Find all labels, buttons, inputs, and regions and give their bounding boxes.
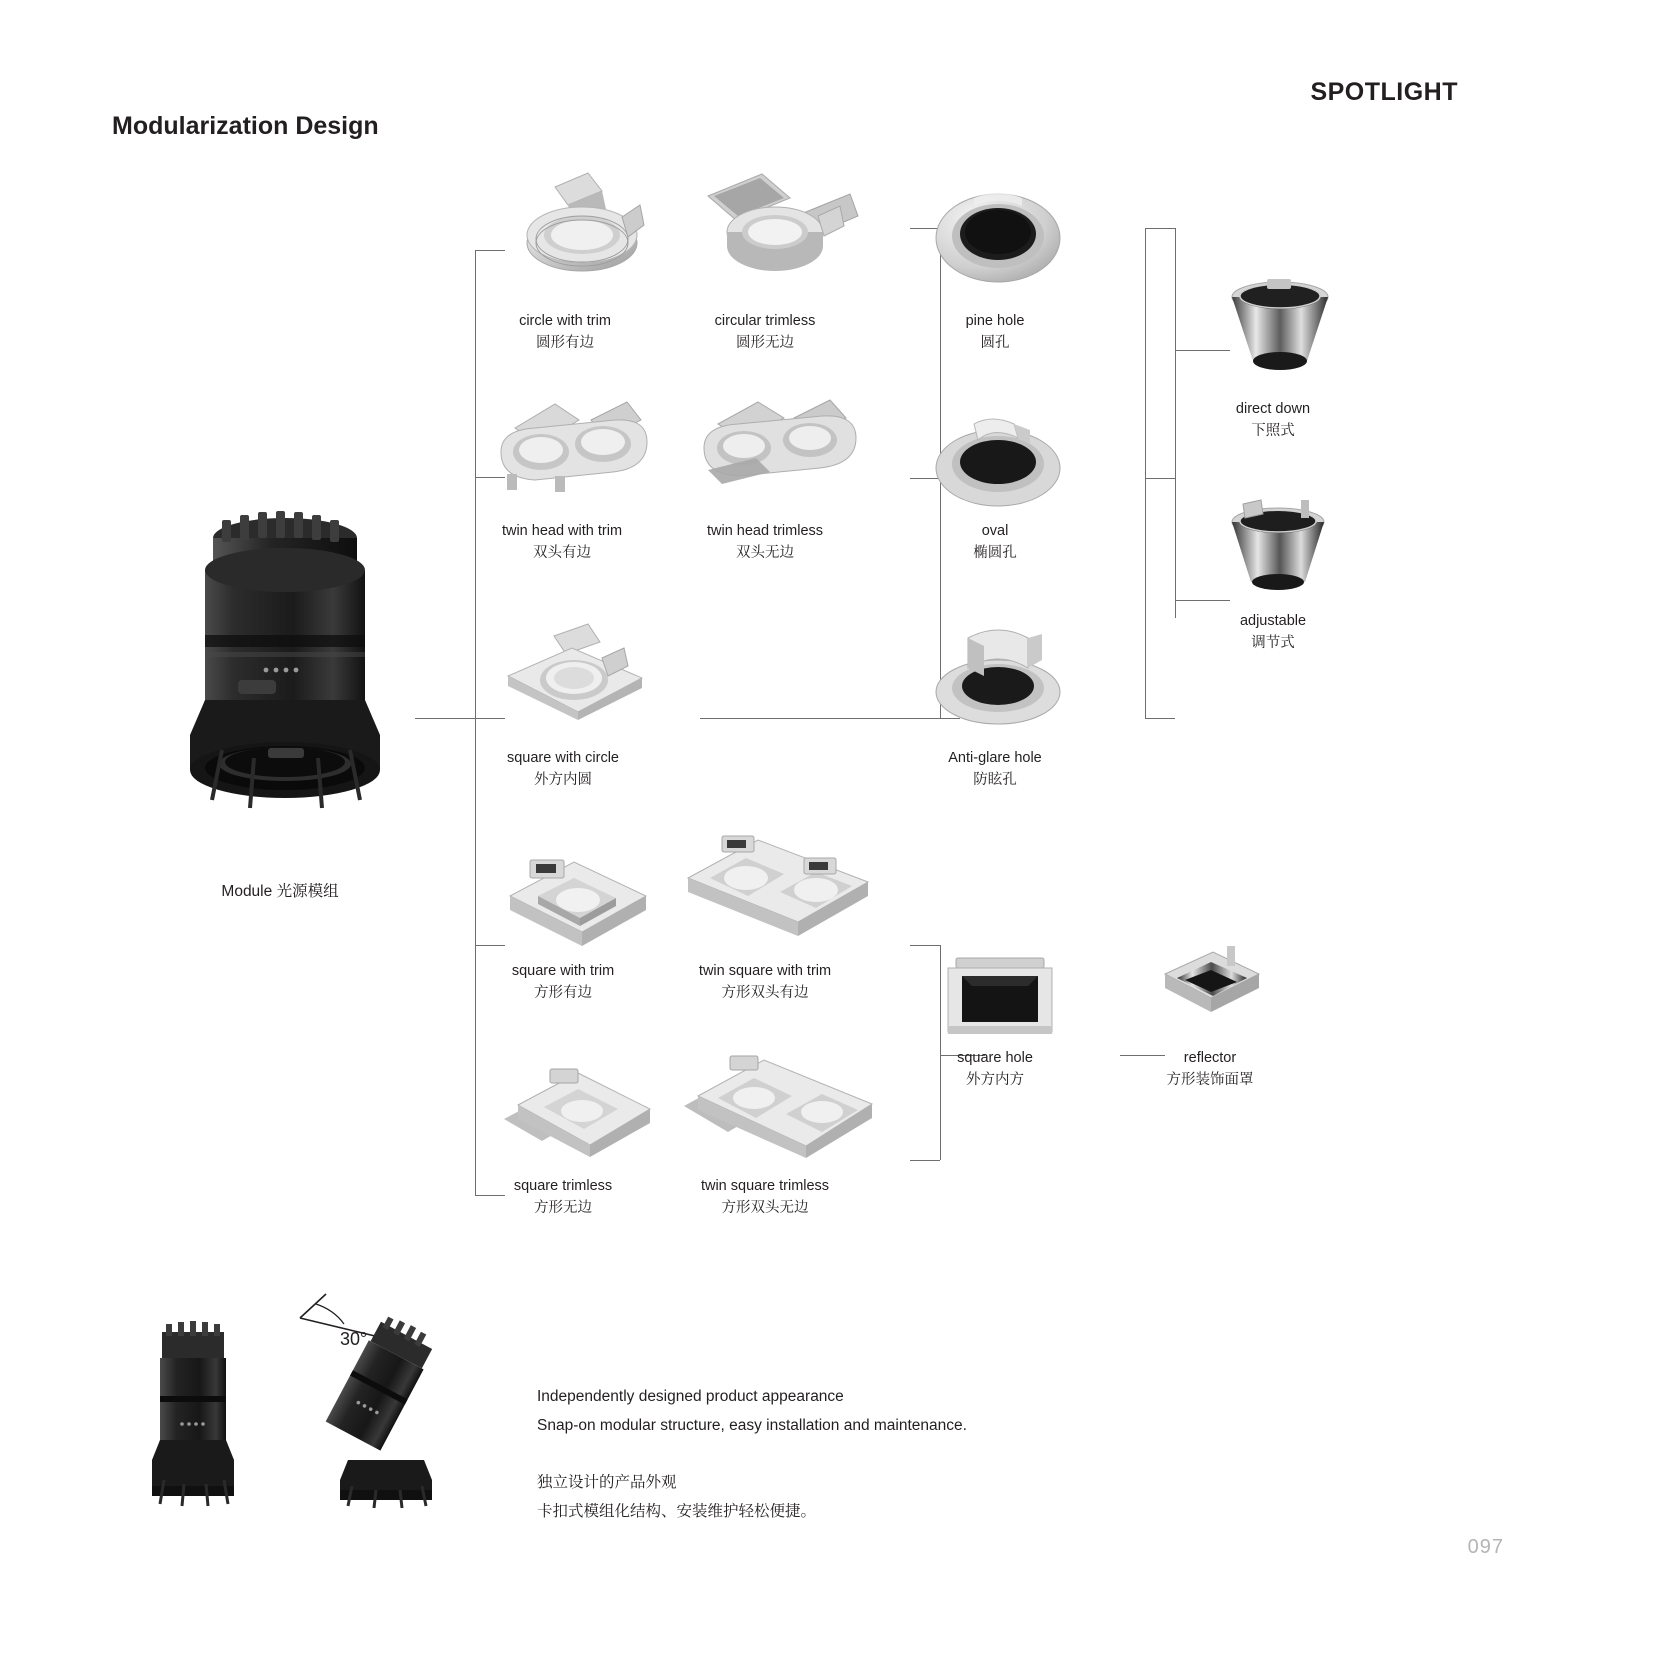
- caption-zh: 方形有边: [534, 985, 592, 1002]
- caption-en: Anti-glare hole: [948, 750, 1042, 766]
- caption-square-trimless: [453, 1175, 673, 1220]
- art-circle-with-trim: [510, 165, 660, 290]
- caption-zh: 方形双头无边: [721, 1200, 809, 1217]
- caption-zh: 方形无边: [534, 1200, 592, 1217]
- caption-en: twin square with trim: [698, 963, 832, 979]
- art-twin-head-with-trim: [495, 390, 655, 500]
- art-reflector: [1155, 940, 1265, 1050]
- connector-right-in-1: [1145, 228, 1175, 229]
- caption-en: reflector: [1183, 1050, 1237, 1066]
- art-direct-down: [1215, 275, 1345, 380]
- caption-en: direct down: [1235, 401, 1311, 417]
- caption-en: twin head with trim: [501, 523, 623, 539]
- caption-zh: 调节式: [1251, 635, 1295, 652]
- art-adjustable: [1215, 498, 1345, 598]
- connector-lower-2: [910, 1160, 940, 1161]
- caption-zh: 圆形有边: [536, 335, 594, 352]
- caption-twin-head-with-trim: [452, 520, 672, 565]
- caption-zh: 方形装饰面罩: [1166, 1072, 1254, 1089]
- description-zh-line1: 独立设计的产品外观: [537, 1474, 677, 1491]
- caption-en: oval: [981, 523, 1009, 539]
- description-en-line2: Snap-on modular structure, easy installation and maintenance.: [537, 1417, 967, 1435]
- angle-label: 30°: [340, 1329, 368, 1349]
- caption-anti-glare-hole: [885, 747, 1105, 792]
- connector-lower-1: [910, 945, 940, 946]
- art-twin-square-trimless: [680, 1040, 880, 1170]
- caption-twin-head-trimless: [655, 520, 875, 565]
- caption-square-with-trim: [453, 960, 673, 1005]
- caption-zh: 圆形无边: [736, 335, 794, 352]
- caption-zh: 外方内圆: [534, 772, 592, 789]
- module-label-en: Module: [221, 883, 273, 900]
- caption-oval: [885, 520, 1105, 565]
- caption-circle-with-trim: [455, 310, 675, 355]
- art-anti-glare-hole: [930, 620, 1070, 730]
- caption-en: twin head trimless: [706, 523, 824, 539]
- description-zh-line2: 卡扣式模组化结构、安装维护轻松便捷。: [537, 1503, 817, 1521]
- art-oval: [930, 410, 1070, 515]
- connector-branch-1: [475, 250, 505, 251]
- connector-right-vertical-2: [1145, 228, 1146, 718]
- art-square-hole: [940, 940, 1060, 1050]
- caption-en: square with circle: [506, 750, 619, 766]
- caption-zh: 下照式: [1251, 423, 1295, 440]
- caption-direct-down: [1163, 398, 1383, 443]
- art-square-with-trim: [500, 840, 655, 955]
- art-pine-hole: [930, 180, 1070, 290]
- module-illustration: [150, 500, 420, 840]
- caption-en: pine hole: [965, 313, 1025, 329]
- description-en: [537, 1382, 967, 1441]
- caption-adjustable: [1163, 610, 1383, 655]
- caption-twin-square-trimless: [655, 1175, 875, 1220]
- art-module-tilted: [290, 1290, 470, 1510]
- art-circular-trimless: [700, 168, 865, 288]
- caption-reflector: [1100, 1047, 1320, 1092]
- caption-en: square trimless: [513, 1178, 613, 1194]
- connector-module-stem: [415, 718, 475, 719]
- art-twin-square-with-trim: [680, 820, 875, 945]
- art-square-with-circle: [500, 620, 650, 730]
- art-module-straight: [140, 1320, 250, 1510]
- art-twin-head-trimless: [700, 390, 865, 500]
- caption-square-hole: [885, 1047, 1105, 1092]
- caption-en: adjustable: [1239, 613, 1307, 629]
- connector-right-in-2: [1145, 478, 1175, 479]
- caption-pine-hole: [885, 310, 1105, 355]
- caption-en: square with trim: [511, 963, 615, 979]
- caption-zh: 方形双头有边: [721, 985, 809, 1002]
- caption-zh: 椭圆孔: [973, 545, 1017, 562]
- art-square-trimless: [498, 1055, 658, 1175]
- description-zh: [537, 1468, 816, 1527]
- description-en-line1: Independently designed product appearance: [537, 1388, 844, 1405]
- section-header: SPOTLIGHT: [1310, 78, 1458, 106]
- caption-zh: 双头无边: [736, 545, 794, 562]
- caption-zh: 防眩孔: [973, 772, 1017, 789]
- module-label-zh: 光源模组: [276, 883, 339, 900]
- caption-en: square hole: [957, 1050, 1033, 1066]
- caption-en: circle with trim: [519, 313, 611, 329]
- caption-zh: 双头有边: [533, 545, 591, 562]
- page-title: Modularization Design: [112, 112, 379, 140]
- connector-bridge-upper: [700, 718, 960, 719]
- connector-right-in-3: [1145, 718, 1175, 719]
- page-number: 097: [1467, 1536, 1504, 1558]
- caption-zh: 圆孔: [980, 335, 1010, 352]
- module-caption: [160, 880, 400, 905]
- connector-right-bottom: [1175, 600, 1230, 601]
- caption-zh: 外方内方: [966, 1072, 1024, 1089]
- caption-square-with-circle: [453, 747, 673, 792]
- caption-en: circular trimless: [714, 313, 816, 329]
- caption-en: twin square trimless: [700, 1178, 830, 1194]
- caption-twin-square-with-trim: [655, 960, 875, 1005]
- caption-circular-trimless: [655, 310, 875, 355]
- connector-main-vertical: [475, 250, 476, 1195]
